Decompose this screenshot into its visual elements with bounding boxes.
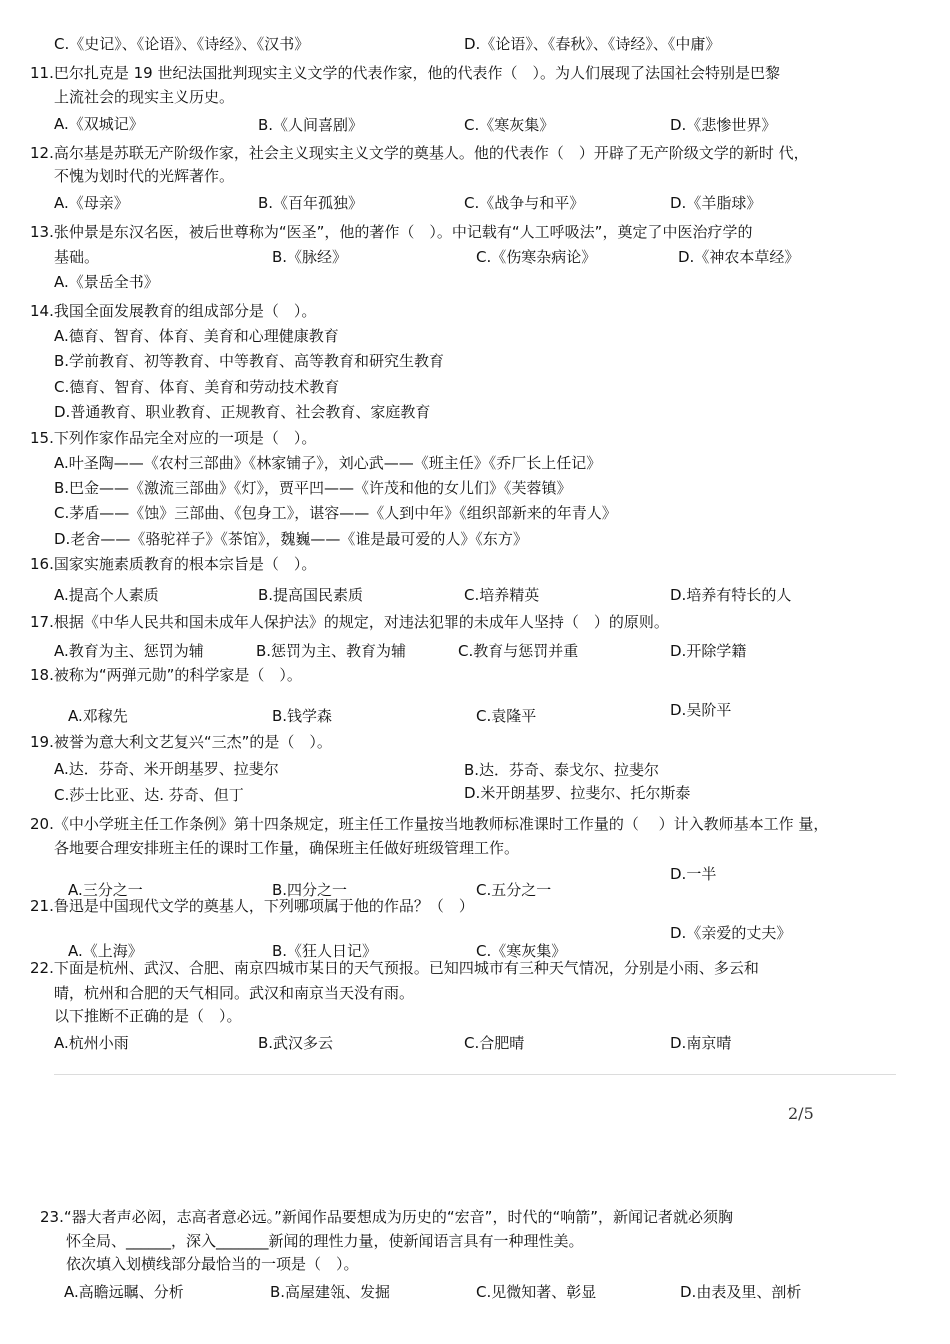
text-line: C.《寒灰集》 xyxy=(464,116,555,134)
text-line: A.杭州小雨 xyxy=(54,1034,129,1052)
text-line: 14.我国全面发展教育的组成部分是（ ）。 xyxy=(30,302,317,320)
text-line: B.武汉多云 xyxy=(258,1034,334,1052)
text-line: D.由表及里、剖析 xyxy=(680,1283,802,1301)
text-line: D.南京晴 xyxy=(670,1034,732,1052)
text-line: C.莎士比亚、达. 芬奇、但丁 xyxy=(54,786,244,804)
text-line: B.四分之一 xyxy=(272,881,348,899)
text-line: C.合肥晴 xyxy=(464,1034,525,1052)
text-line: A.高瞻远瞩、分析 xyxy=(64,1283,184,1301)
text-line: 11.巴尔扎克是 19 世纪法国批判现实主义文学的代表作家，他的代表作（ ）。为人们展现了法国社会特别是巴黎 xyxy=(30,64,780,82)
text-line: 20.《中小学班主任工作条例》第十四条规定，班主任工作量按当地教师标准课时工作量的（ ）计入教师基本工作 量， xyxy=(30,815,829,833)
text-line: C.德育、智育、体育、美育和劳动技术教育 xyxy=(54,378,340,396)
text-line: C.教育与惩罚并重 xyxy=(458,642,579,660)
text-line: C.《史记》、《论语》、《诗经》、《汉书》 xyxy=(54,35,310,53)
text-line: 晴，杭州和合肥的天气相同。武汉和南京当天没有雨。 xyxy=(54,984,415,1002)
text-line: 13.张仲景是东汉名医，被后世尊称为“医圣”，他的著作（ ）。中记载有“人工呼吸法”，奠定了中医治疗学的 xyxy=(30,223,753,241)
text-line: 16.国家实施素质教育的根本宗旨是（ ）。 xyxy=(30,555,317,573)
text-line: A.三分之一 xyxy=(68,881,143,899)
text-line: C.袁隆平 xyxy=(476,707,537,725)
text-line: A.《上海》 xyxy=(68,942,143,960)
text-line: C.《伤寒杂病论》 xyxy=(476,248,597,266)
text-line: A.提高个人素质 xyxy=(54,586,159,604)
text-line: 各地要合理安排班主任的课时工作量，确保班主任做好班级管理工作。 xyxy=(54,839,520,857)
text-line: C.《寒灰集》 xyxy=(476,942,567,960)
text-line: C.见微知著、彰显 xyxy=(476,1283,597,1301)
text-line: 以下推断不正确的是（ ）。 xyxy=(54,1007,242,1025)
text-line: D.米开朗基罗、拉斐尔、托尔斯泰 xyxy=(464,784,691,802)
text-line: A.《双城记》 xyxy=(54,115,144,133)
text-line: 17.根据《中华人民共和国未成年人保护法》的规定，对违法犯罪的未成年人坚持（ ）的原则。 xyxy=(30,613,669,631)
text-line: 18.被称为“两弹元勋”的科学家是（ ）。 xyxy=(30,666,302,684)
text-line: C.五分之一 xyxy=(476,881,552,899)
text-line: B.高屋建瓴、发掘 xyxy=(270,1283,391,1301)
text-line: B.达．芬奇、泰戈尔、拉斐尔 xyxy=(464,761,660,779)
text-line: B.钱学森 xyxy=(272,707,333,725)
text-line: A.邓稼先 xyxy=(68,707,128,725)
text-line: A.教育为主、惩罚为辅 xyxy=(54,642,204,660)
text-line: 22.下面是杭州、武汉、合肥、南京四城市某日的天气预报。已知四城市有三种天气情况，分别是小雨、多云和 xyxy=(30,959,759,977)
text-line: 23.“器大者声必闳，志高者意必远。”新闻作品要想成为历史的“宏音”，时代的“响箭”，新闻记者就必须胸 xyxy=(40,1208,733,1226)
text-line: B.《人间喜剧》 xyxy=(258,116,364,134)
text-line: 怀全局、______，深入_______新闻的理性力量，使新闻语言具有一种理性美。 xyxy=(66,1232,584,1250)
text-line: D.《论语》、《春秋》、《诗经》、《中庸》 xyxy=(464,35,721,53)
text-line: 19.被誉为意大利文艺复兴“三杰”的是（ ）。 xyxy=(30,733,332,751)
text-line: 上流社会的现实主义历史。 xyxy=(54,88,235,106)
text-line: 基础。 xyxy=(54,248,100,266)
text-line: A.德育、智育、体育、美育和心理健康教育 xyxy=(54,327,339,345)
text-line: B.学前教育、初等教育、中等教育、高等教育和研究生教育 xyxy=(54,352,445,370)
text-line: D.开除学籍 xyxy=(670,642,747,660)
text-line: B.《脉经》 xyxy=(272,248,348,266)
text-line: D.《亲爱的丈夫》 xyxy=(670,924,792,942)
page-number: 2/5 xyxy=(788,1104,814,1123)
text-line: C.《战争与和平》 xyxy=(464,194,585,212)
text-line: 依次填入划横线部分最恰当的一项是（ ）。 xyxy=(66,1255,359,1273)
text-line: B.提高国民素质 xyxy=(258,586,364,604)
text-line: D.培养有特长的人 xyxy=(670,586,792,604)
text-line: D.一半 xyxy=(670,865,717,883)
text-line: A.叶圣陶——《农村三部曲》《林家铺子》，刘心武——《班主任》《乔厂长上任记》 xyxy=(54,454,602,472)
text-line: D.吴阶平 xyxy=(670,701,732,719)
text-line: 不愧为划时代的光辉著作。 xyxy=(54,167,235,185)
text-line: 15.下列作家作品完全对应的一项是（ ）。 xyxy=(30,429,317,447)
text-line: A.达．芬奇、米开朗基罗、拉斐尔 xyxy=(54,760,279,778)
text-line: B.《狂人日记》 xyxy=(272,942,378,960)
text-line: B.惩罚为主、教育为辅 xyxy=(256,642,407,660)
text-line: D.《羊脂球》 xyxy=(670,194,762,212)
text-line: D.《神农本草经》 xyxy=(678,248,800,266)
page-divider xyxy=(54,1074,896,1075)
text-line: B.《百年孤独》 xyxy=(258,194,364,212)
text-line: 21.鲁迅是中国现代文学的奠基人，下列哪项属于他的作品？（ ） xyxy=(30,897,474,915)
text-line: D.《悲惨世界》 xyxy=(670,116,777,134)
text-line: C.茅盾——《蚀》三部曲、《包身工》，谌容——《人到中年》《组织部新来的年青人》 xyxy=(54,504,617,522)
text-line: D.普通教育、职业教育、正规教育、社会教育、家庭教育 xyxy=(54,403,431,421)
text-line: B.巴金——《激流三部曲》《灯》，贾平凹——《许茂和他的女儿们》《芙蓉镇》 xyxy=(54,479,572,497)
text-line: A.《景岳全书》 xyxy=(54,273,159,291)
text-line: D.老舍——《骆驼祥子》《茶馆》，魏巍——《谁是最可爱的人》《东方》 xyxy=(54,530,528,548)
text-line: C.培养精英 xyxy=(464,586,540,604)
text-line: A.《母亲》 xyxy=(54,194,129,212)
text-line: 12.高尔基是苏联无产阶级作家，社会主义现实主义文学的奠基人。他的代表作（ ）开辟了无产阶级文学的新时 代， xyxy=(30,144,809,162)
